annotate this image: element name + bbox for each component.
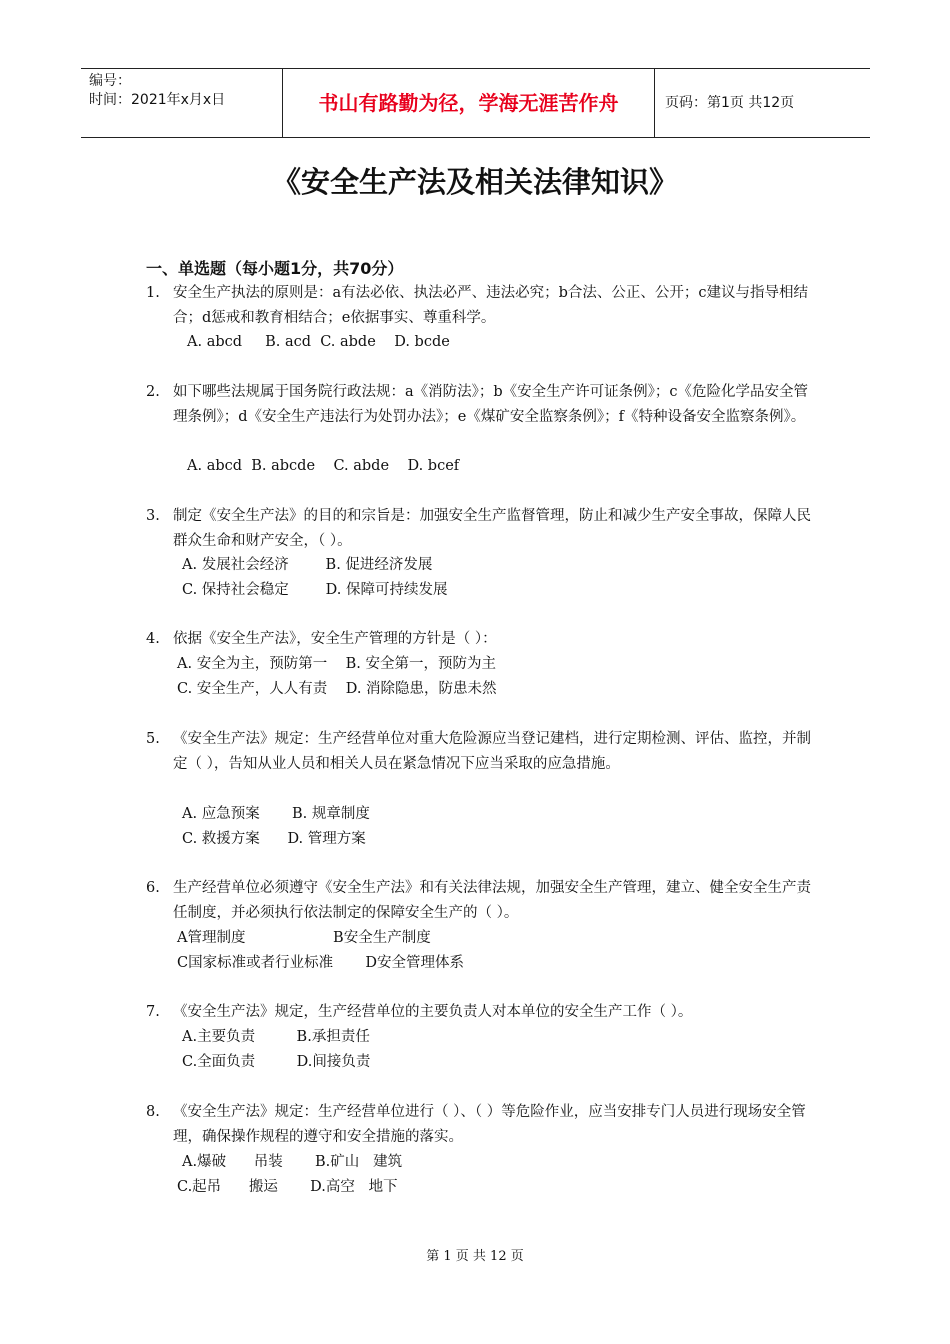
question-3 xyxy=(146,504,816,554)
question-number: 6. xyxy=(146,880,160,896)
question-number: 3. xyxy=(146,508,160,524)
question-5-options-row-2: C. 救援方案 D. 管理方案 xyxy=(182,831,366,847)
page-header xyxy=(81,68,870,138)
question-2 xyxy=(146,380,816,430)
question-number: 5. xyxy=(146,731,160,747)
question-4-options-row-1: A. 安全为主，预防第一 B. 安全第一，预防为主 xyxy=(177,656,496,672)
question-number: 2. xyxy=(146,384,160,400)
question-5 xyxy=(146,727,816,777)
question-7-options-row-1: A.主要负责 B.承担责任 xyxy=(182,1029,370,1045)
question-2-options: A. abcd B. abcde C. abde D. bcef xyxy=(187,458,460,474)
question-4 xyxy=(146,627,816,652)
header-page-info: 页码：第1页 共12页 xyxy=(665,95,795,111)
number-label: 编号： xyxy=(89,73,131,89)
question-number: 7. xyxy=(146,1004,160,1020)
question-8-options-row-1: A.爆破 吊装 B.矿山 建筑 xyxy=(182,1154,403,1170)
question-8-options-row-2: C.起吊 搬运 D.高空 地下 xyxy=(177,1179,398,1195)
time-label: 时间：2021年x月x日 xyxy=(89,92,226,108)
question-7 xyxy=(146,1000,816,1025)
question-3-options-row-2: C. 保持社会稳定 D. 保障可持续发展 xyxy=(182,582,448,598)
section-heading: 一、单选题（每小题1分，共70分） xyxy=(146,259,404,278)
page-footer: 第 1 页 共 12 页 xyxy=(426,1249,524,1264)
question-number: 4. xyxy=(146,631,160,647)
question-4-options-row-2: C. 安全生产，人人有责 D. 消除隐患，防患未然 xyxy=(177,681,497,697)
question-1 xyxy=(146,281,816,331)
question-number: 8. xyxy=(146,1104,160,1120)
question-7-options-row-2: C.全面负责 D.间接负责 xyxy=(182,1054,371,1070)
question-8 xyxy=(146,1100,816,1150)
header-motto: 书山有路勤为径，学海无涯苦作舟 xyxy=(282,69,655,137)
question-text: 《安全生产法》规定：生产经营单位对重大危险源应当登记建档，进行定期检测、评估、监控，并制定（ ），告知从业人员和相关人员在紧急情况下应当采取的应急措施。 xyxy=(173,731,811,772)
question-text: 生产经营单位必须遵守《安全生产法》和有关法律法规，加强安全生产管理，建立、健全安全生产责任制度，并必须执行依法制定的保障安全生产的（ ）。 xyxy=(173,880,811,921)
header-meta xyxy=(81,69,282,137)
question-6 xyxy=(146,876,816,926)
question-text: 安全生产执法的原则是：a有法必依、执法必严、违法必究；b合法、公正、公开；c建议与指导相结合；d惩戒和教育相结合；e依据事实、尊重科学。 xyxy=(173,285,809,326)
question-1-options: A. abcd B. acd C. abde D. bcde xyxy=(187,334,450,350)
question-text: 依据《安全生产法》，安全生产管理的方针是（ ）： xyxy=(173,631,497,647)
question-text: 《安全生产法》规定：生产经营单位进行（ ）、（ ）等危险作业，应当安排专门人员进行现场安全管理，确保操作规程的遵守和安全措施的落实。 xyxy=(173,1104,806,1145)
document-title: 《安全生产法及相关法律知识》 xyxy=(271,165,678,199)
question-6-options-row-2: C国家标准或者行业标准 D安全管理体系 xyxy=(177,955,464,971)
question-text: 《安全生产法》规定，生产经营单位的主要负责人对本单位的安全生产工作（ ）。 xyxy=(173,1004,693,1020)
question-5-options-row-1: A. 应急预案 B. 规章制度 xyxy=(182,806,370,822)
question-6-options-row-1: A管理制度 B安全生产制度 xyxy=(177,930,431,946)
question-text: 如下哪些法规属于国务院行政法规：a《消防法》；b《安全生产许可证条例》；c《危险化学品安全管理条例》；d《安全生产违法行为处罚办法》；e《煤矿安全监察条例》；f《特种设备安全监察条例》。 xyxy=(173,384,809,425)
question-number: 1. xyxy=(146,285,160,301)
question-3-options-row-1: A. 发展社会经济 B. 促进经济发展 xyxy=(182,557,433,573)
question-text: 制定《安全生产法》的目的和宗旨是：加强安全生产监督管理，防止和减少生产安全事故，保障人民群众生命和财产安全，（ ）。 xyxy=(173,508,811,549)
